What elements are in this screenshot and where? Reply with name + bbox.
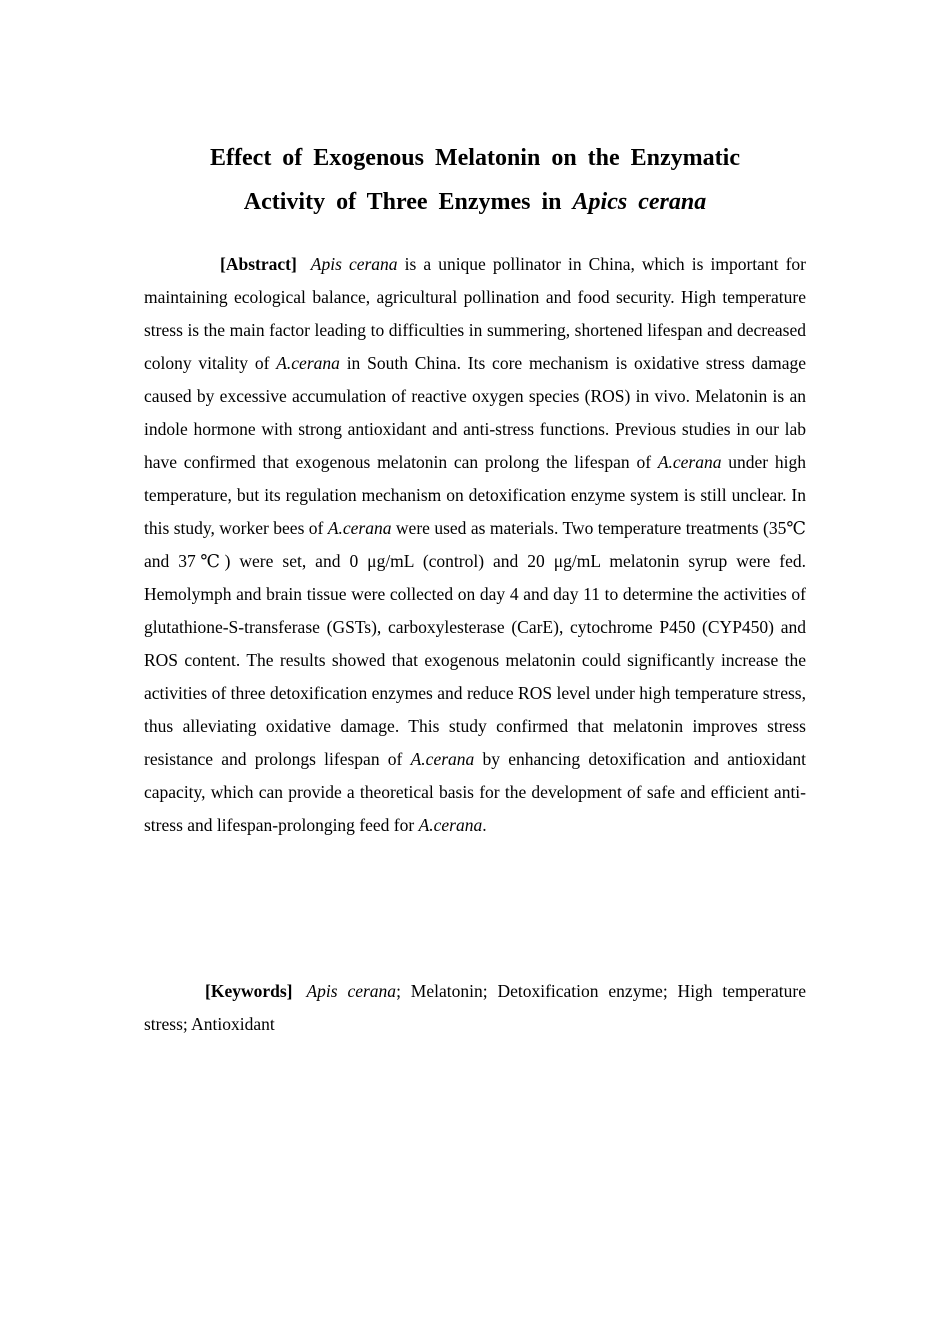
abstract-species-5: A.cerana (410, 749, 475, 769)
abstract-text-2: in South China. Its core mechanism is oxidative stress damage caused by excessive accumulation of reactive oxygen species (ROS) in vivo. Melatonin is an indole hormone with strong antioxidant and anti-stress functions. Previous studies in our lab have confirmed that exogenous melatonin can prolong the lifespan of (144, 353, 806, 472)
abstract-species-3: A.cerana (657, 452, 722, 472)
keywords-paragraph (144, 975, 806, 1041)
title-line-2 (144, 180, 806, 224)
abstract-text-5: by enhancing detoxification and antioxidant capacity, which can provide a theoretical basis for the development of safe and efficient anti-stress and lifespan-prolonging feed for (144, 749, 807, 835)
keywords-label: [Keywords] (205, 981, 293, 1001)
title-species-name: Apics cerana (572, 189, 707, 215)
abstract-species-4: A.cerana (327, 518, 392, 538)
paper-title (144, 136, 806, 224)
abstract-species-6: A.cerana (418, 815, 483, 835)
abstract-species-2: A.cerana (276, 353, 340, 373)
abstract-text-3: under high temperature, but its regulation mechanism on detoxification enzyme system is still unclear. In this study, worker bees of (144, 452, 806, 538)
abstract-paragraph (144, 248, 806, 842)
abstract-text-4: were used as materials. Two temperature treatments (35℃ and 37℃) were set, and 0 μg/mL (control) and 20 μg/mL melatonin syrup were fed. Hemolymph and brain tissue were collected on day 4 and day 11 to determine the activities of glutathione-S-transferase (GSTs), carboxylesterase (CarE), cytochrome P450 (CYP450) and ROS content. The results showed that exogenous melatonin could significantly increase the activities of three detoxification enzymes and reduce ROS level under high temperature stress, thus alleviating oxidative damage. This study confirmed that melatonin improves stress resistance and prolongs lifespan of (144, 518, 806, 769)
abstract-text-end: . (482, 815, 487, 835)
keywords-list: ; Melatonin; Detoxification enzyme; High temperature stress; Antioxidant (144, 981, 806, 1034)
title-line-2-prefix: Activity of Three Enzymes in (243, 189, 573, 215)
abstract-label: [Abstract] (220, 254, 297, 274)
abstract-text-1: is a unique pollinator in China, which is important for maintaining ecological balance, agricultural pollination and food security. High temperature stress is the main factor leading to difficulties in summering, shortened lifespan and decreased colony vitality of (144, 254, 806, 373)
keywords-species: Apis cerana (306, 981, 397, 1001)
abstract-species-1: Apis cerana (310, 254, 398, 274)
title-line-1: Effect of Exogenous Melatonin on the Enzymatic (210, 145, 740, 171)
